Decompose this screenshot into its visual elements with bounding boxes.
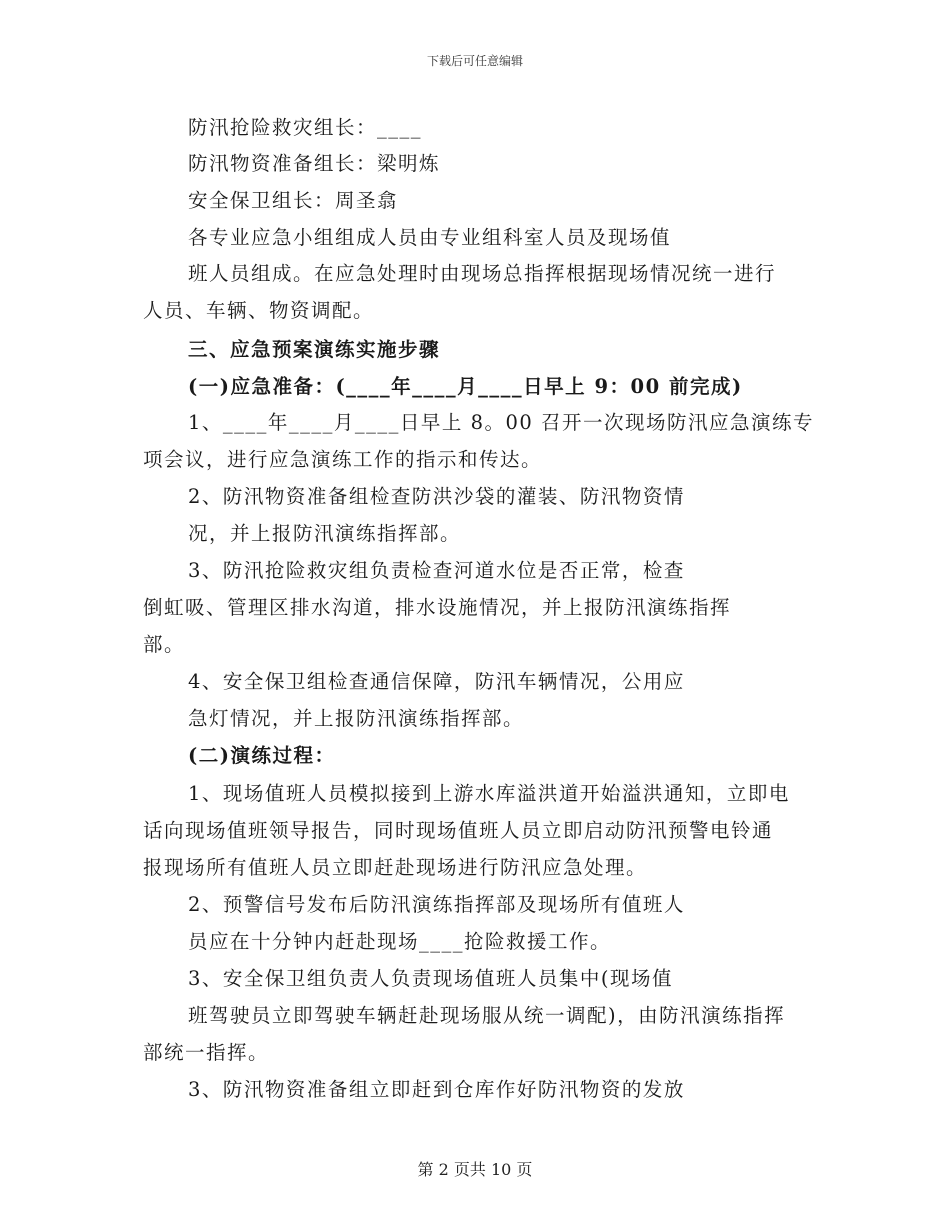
text-line: 部统一指挥。 xyxy=(143,1041,270,1064)
section-heading: 三、应急预案演练实施步骤 xyxy=(188,338,441,361)
text-line: 话向现场值班领导报告，同时现场值班人员立即启动防汛预警电铃通 xyxy=(143,819,774,842)
text-line: 各专业应急小组组成人员由专业组科室人员及现场值 xyxy=(188,226,672,249)
text-line: 倒虹吸、管理区排水沟道，排水设施情况，并上报防汛演练指挥 xyxy=(143,596,732,619)
subsection-heading: (一)应急准备：(____年____月____日早上 9：00 前完成) xyxy=(188,375,743,398)
page-header: 下载后可任意编辑 xyxy=(426,54,523,68)
text-line: 3、防汛物资准备组立即赶到仓库作好防汛物资的发放 xyxy=(188,1078,685,1101)
text-line: 4、安全保卫组检查通信保障，防汛车辆情况，公用应 xyxy=(188,670,685,693)
text-line: 部。 xyxy=(143,633,186,656)
subsection-heading: (二)演练过程： xyxy=(188,744,336,767)
text-line: 班人员组成。在应急处理时由现场总指挥根据现场情况统一进行 xyxy=(188,262,777,285)
text-line: 1、____年____月____日早上 8。00 召开一次现场防汛应急演练专 xyxy=(188,411,815,434)
text-line: 3、防汛抢险救灾组负责检查河道水位是否正常，检查 xyxy=(188,559,685,582)
text-line: 报现场所有值班人员立即赶赴现场进行防汛应急处理。 xyxy=(143,856,648,879)
text-line: 况，并上报防汛演练指挥部。 xyxy=(188,522,462,545)
text-line: 2、防汛物资准备组检查防洪沙袋的灌装、防汛物资情 xyxy=(188,485,685,508)
page-footer: 第 2 页共 10 页 xyxy=(417,1160,533,1179)
text-line: 安全保卫组长：周圣翕 xyxy=(188,189,399,212)
text-line: 1、现场值班人员模拟接到上游水库溢洪道开始溢洪通知，立即电 xyxy=(188,782,790,805)
text-line: 2、预警信号发布后防汛演练指挥部及现场所有值班人 xyxy=(188,893,685,916)
text-line: 防汛物资准备组长：梁明炼 xyxy=(188,152,441,175)
text-line: 3、安全保卫组负责人负责现场值班人员集中(现场值 xyxy=(188,967,674,990)
text-line: 项会议，进行应急演练工作的指示和传达。 xyxy=(143,448,543,471)
text-line: 急灯情况，并上报防汛演练指挥部。 xyxy=(188,707,525,730)
text-line: 人员、车辆、物资调配。 xyxy=(143,299,375,322)
text-line: 班驾驶员立即驾驶车辆赶赴现场服从统一调配)，由防汛演练指挥 xyxy=(188,1004,786,1027)
text-line: 员应在十分钟内赶赴现场____抢险救援工作。 xyxy=(188,930,612,953)
text-line: 防汛抢险救灾组长：____ xyxy=(188,116,423,139)
